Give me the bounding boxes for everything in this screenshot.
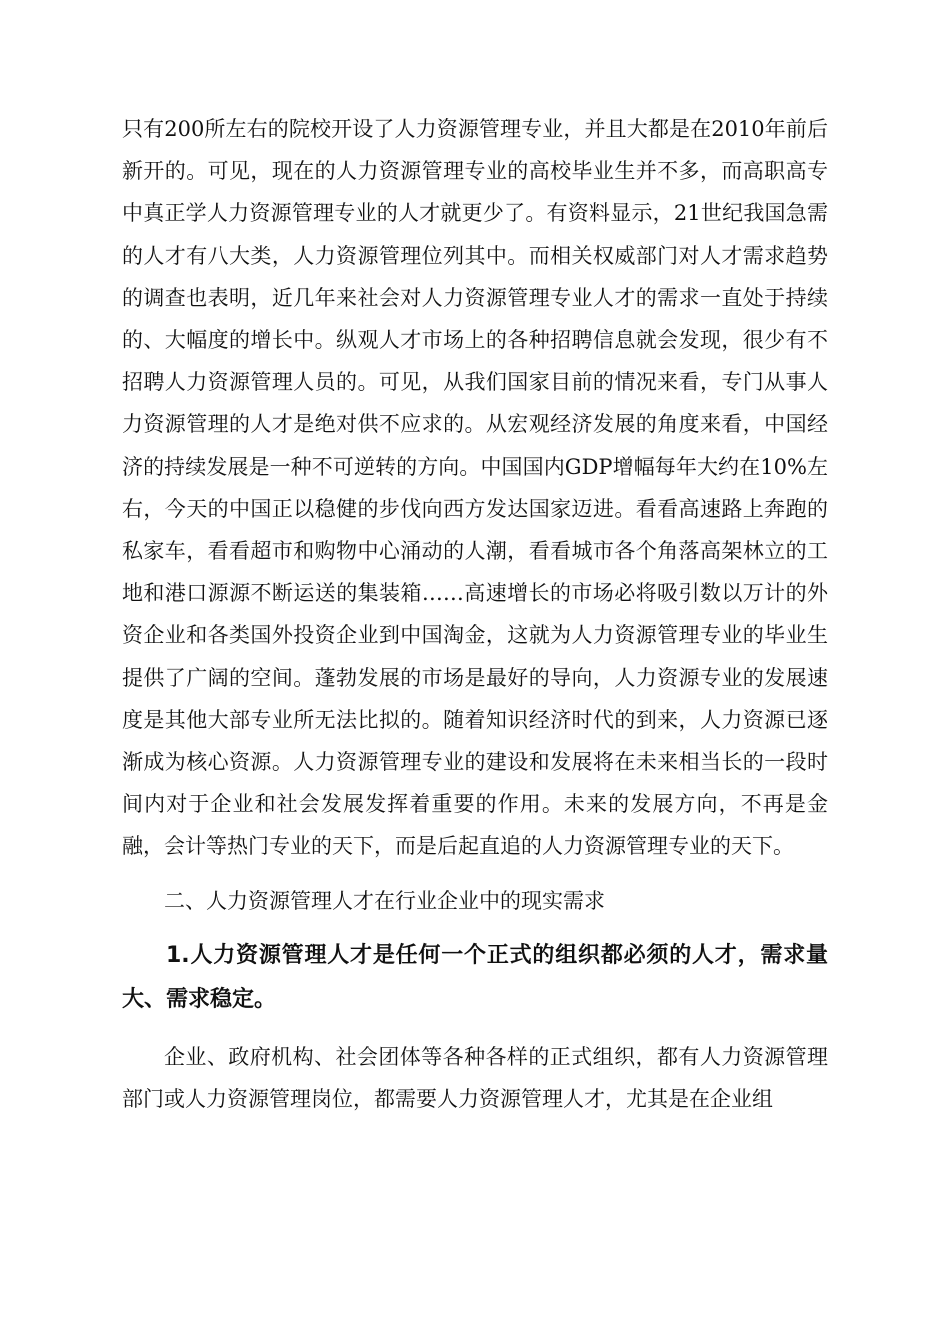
- subsection-heading: 1.人力资源管理人才是任何一个正式的组织都必须的人才，需求量大、需求稳定。: [122, 942, 828, 1012]
- body-paragraph: 企业、政府机构、社会团体等各种各样的正式组织，都有人力资源管理部门或人力资源管理岗位，都需要人力资源管理人才，尤其是在企业组: [122, 1044, 828, 1111]
- body-paragraph: 只有200所左右的院校开设了人力资源管理专业，并且大都是在2010年前后新开的。可见，现在的人力资源管理专业的高校毕业生并不多，而高职高专中真正学人力资源管理专业的人才就更少了。有资料显示，21世纪我国急需的人才有八大类，人力资源管理位列其中。而相关权威部门对人才需求趋势的调查也表明，近几年来社会对人力资源管理专业人才的需求一直处于持续的、大幅度的增长中。纵观人才市场上的各种招聘信息就会发现，很少有不招聘人力资源管理人员的。可见，从我们国家目前的情况来看，专门从事人力资源管理的人才是绝对供不应求的。从宏观经济发展的角度来看，中国经济的持续发展是一种不可逆转的方向。中国国内GDP增幅每年大约在10%左右，今天的中国正以稳健的步伐向西方发达国家迈进。看看高速路上奔跑的私家车，看看超市和购物中心涌动的人潮，看看城市各个角落高架林立的工地和港口源源不断运送的集装箱……高速增长的市场必将吸引数以万计的外资企业和各类国外投资企业到中国淘金，这就为人力资源管理专业的毕业生提供了广阔的空间。蓬勃发展的市场是最好的导向，人力资源专业的发展速度是其他大部专业所无法比拟的。随着知识经济时代的到来，人力资源已逐渐成为核心资源。人力资源管理专业的建设和发展将在未来相当长的一段时间内对于企业和社会发展发挥着重要的作用。未来的发展方向，不再是金融，会计等热门专业的天下，而是后起直追的人力资源管理专业的天下。: [122, 117, 828, 859]
- section-heading: 二、人力资源管理人才在行业企业中的现实需求: [164, 888, 605, 913]
- document-page: [122, 108, 828, 1120]
